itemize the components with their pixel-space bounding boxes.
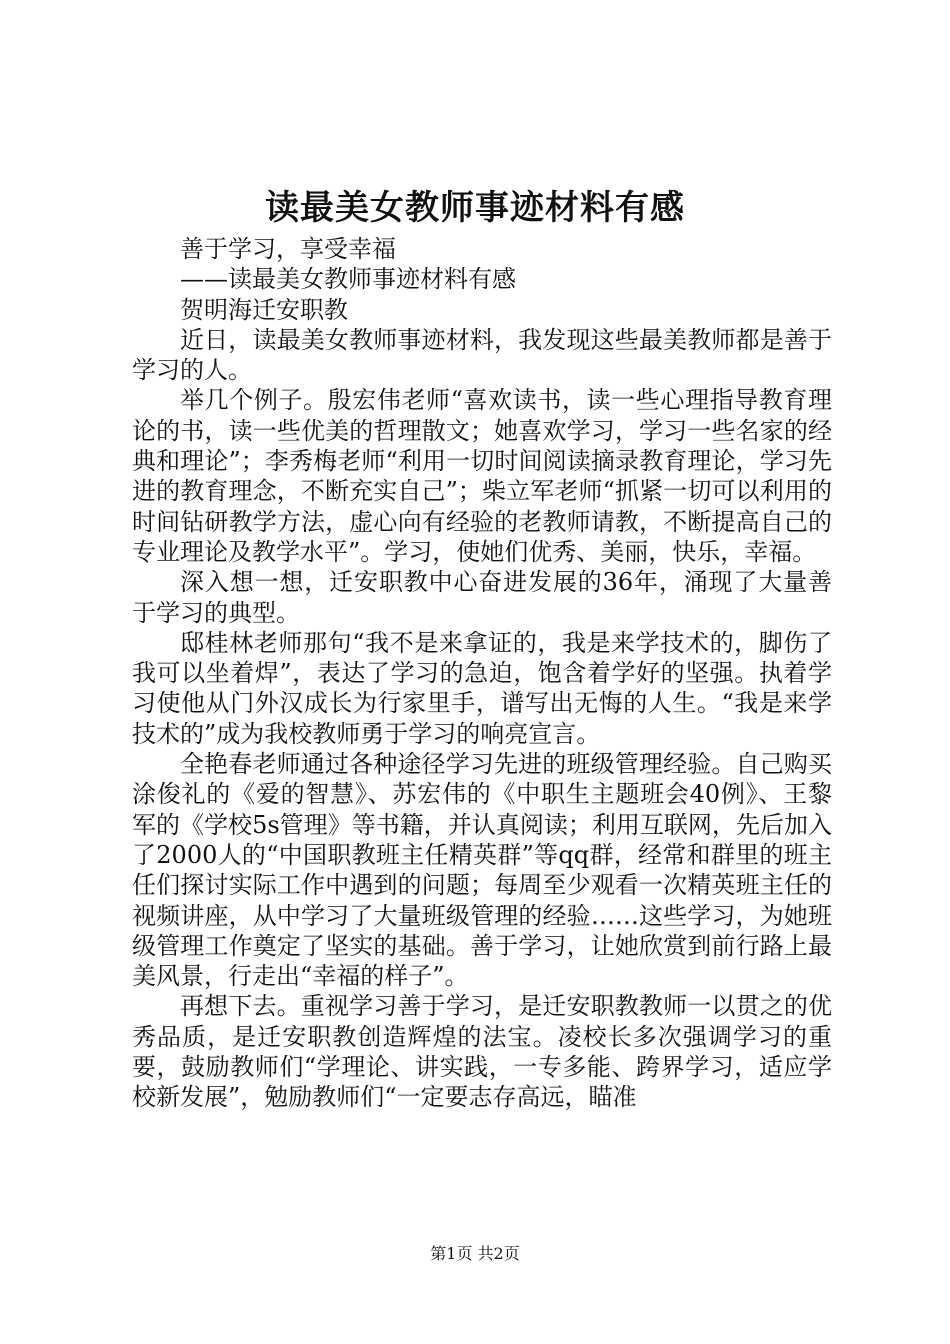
paragraph: 举几个例子。殷宏伟老师“喜欢读书，读一些心理指导教育理论的书，读一些优美的哲理散文；她喜欢学习，学习一些名家的经典和理论”；李秀梅老师“利用一切时间阅读摘录教育理论，学习先进的教育理念，不断充实自己”；柴立军老师“抓紧一切可以利用的时间钻研教学方法，虚心向有经验的老教师请教，不断提高自己的专业理论及教学水平”。学习，使她们优秀、美丽，快乐，幸福。 [132, 386, 832, 566]
paragraph: 深入想一想，迁安职教中心奋进发展的36年，涌现了大量善于学习的典型。 [132, 568, 832, 627]
author-line: 贺明海迁安职教 [180, 295, 348, 324]
paragraph: 近日，读最美女教师事迹材料，我发现这些最美教师都是善于学习的人。 [132, 325, 832, 385]
paragraph: 全艳春老师通过各种途径学习先进的班级管理经验。自己购买涂俊礼的《爱的智慧》、苏宏伟的《中职生主题班会40例》、王黎军的《学校5s管理》等书籍，并认真阅读；利用互联网，先后加入了2000人的“中国职教班主任精英群”等qq群，经常和群里的班主任们探讨实际工作中遇到的问题；每周至少观看一次精英班主任的视频讲座，从中学习了大量班级管理的经验……这些学习，为她班级管理工作奠定了坚实的基础。善于学习，让她欣赏到前行路上最美风景，行走出“幸福的样子”。 [132, 750, 832, 991]
document-body [132, 234, 832, 1113]
page-footer: 第1页 共2页 [430, 1244, 520, 1263]
paragraph: 再想下去。重视学习善于学习，是迁安职教教师一以贯之的优秀品质，是迁安职教创造辉煌的法宝。凌校长多次强调学习的重要，鼓励教师们“学理论、讲实践，一专多能、跨界学习，适应学校新发展”，勉励教师们“一定要志存高远，瞄准 [132, 992, 832, 1112]
document-title: 读最美女教师事迹材料有感 [265, 188, 685, 228]
subtitle: 善于学习，享受幸福 [180, 235, 396, 263]
paragraph: 邸桂林老师那句“我不是来拿证的，我是来学技术的，脚伤了我可以坐着焊”，表达了学习的急迫，饱含着学好的坚强。执着学习使他从门外汉成长为行家里手，谱写出无悔的人生。“我是来学技术的”成为我校教师勇于学习的响亮宣言。 [132, 628, 832, 748]
subtitle-line: ——读最美女教师事迹材料有感 [180, 265, 516, 294]
